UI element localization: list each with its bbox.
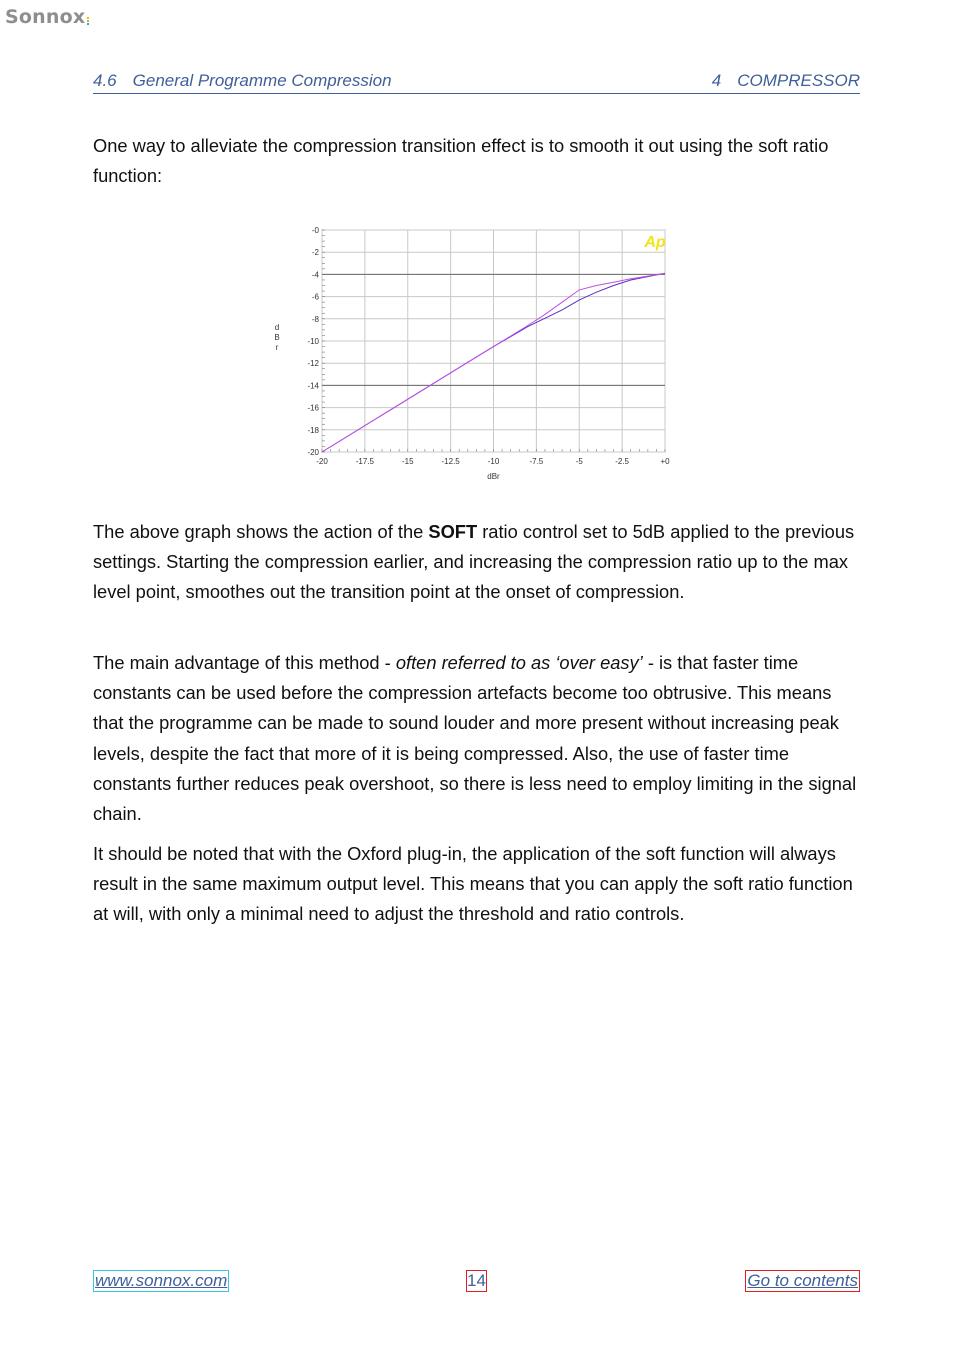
y-tick-label: -10 [307,337,319,346]
x-axis-label: dBr [487,472,500,481]
oxford-note-paragraph: It should be noted that with the Oxford plug-in, the application of the soft function will always result in the same maximum output level. This means that you can apply the soft ratio function at will, with only a minimal need to adjust the threshold and ratio controls. [93,843,853,925]
y-tick-label: -12 [307,359,319,369]
p1-text-end: ratio control set to 5dB applied to the previous settings. Starting the compression earlier, and increasing the compression ratio up to the max level point, smoothes out the transition point at the onset of compression. [93,521,855,603]
sonnox-logo [5,6,89,28]
x-tick-label: -10 [487,457,500,466]
running-header [93,71,860,94]
x-tick-label: -20 [316,457,328,466]
go-to-contents-link[interactable]: Go to contents [747,1271,858,1290]
x-tick-label: -5 [575,457,583,466]
p1-text-start: The above graph shows the action of the [93,521,429,542]
section-number: 4.6 [93,71,117,90]
x-tick-label: -7.5 [529,457,544,466]
soft-keyword: SOFT [428,521,478,542]
y-tick-label: -16 [307,403,319,413]
chapter-number: 4 [711,71,722,90]
y-tick-label: -6 [311,292,319,302]
website-link[interactable]: www.sonnox.com [95,1271,228,1290]
section-title: General Programme Compression [132,71,392,90]
x-tick-label: +0 [660,457,670,466]
y-tick-label: -18 [307,425,319,435]
brand-name: Sonnox [5,6,86,28]
page-number[interactable]: 14 [467,1271,486,1290]
p2-text-end: - is that faster time constants can be used before the compression artefacts become too obtrusive. This means that the programme can be made to sound louder and more present without increasing peak levels, despite the fact that more of it is being compressed. Also, the use of faster time constants further reduces peak overshoot, so there is less need to employ limiting in the signal chain. [93,652,857,825]
over-easy-phrase: often referred to as ‘over easy’ [395,652,643,673]
y-tick-label: -4 [311,270,319,280]
x-tick-label: -15 [401,457,414,466]
p2-text-start: The main advantage of this method - [93,652,396,673]
y-axis-label: d B r [274,323,280,352]
x-tick-label: -12.5 [441,457,460,466]
y-tick-label: -2 [311,248,319,258]
intro-paragraph: One way to alleviate the compression transition effect is to smooth it out using the soft ratio function: [93,135,829,187]
advantage-paragraph [93,648,865,829]
chapter-heading [712,71,860,91]
logo-dots-icon [87,16,89,25]
y-tick-label: -14 [307,381,319,391]
y-tick-label: -0 [311,226,319,235]
section-heading [93,71,392,91]
x-tick-label: -17.5 [355,457,374,466]
ap-watermark: Ap [644,234,666,251]
y-tick-label: -20 [307,448,319,457]
x-tick-label: -2.5 [615,457,630,466]
chapter-title: COMPRESSOR [737,71,860,90]
y-tick-label: -8 [311,314,319,324]
soft-ratio-chart [260,215,680,490]
graph-description-paragraph [93,517,865,608]
